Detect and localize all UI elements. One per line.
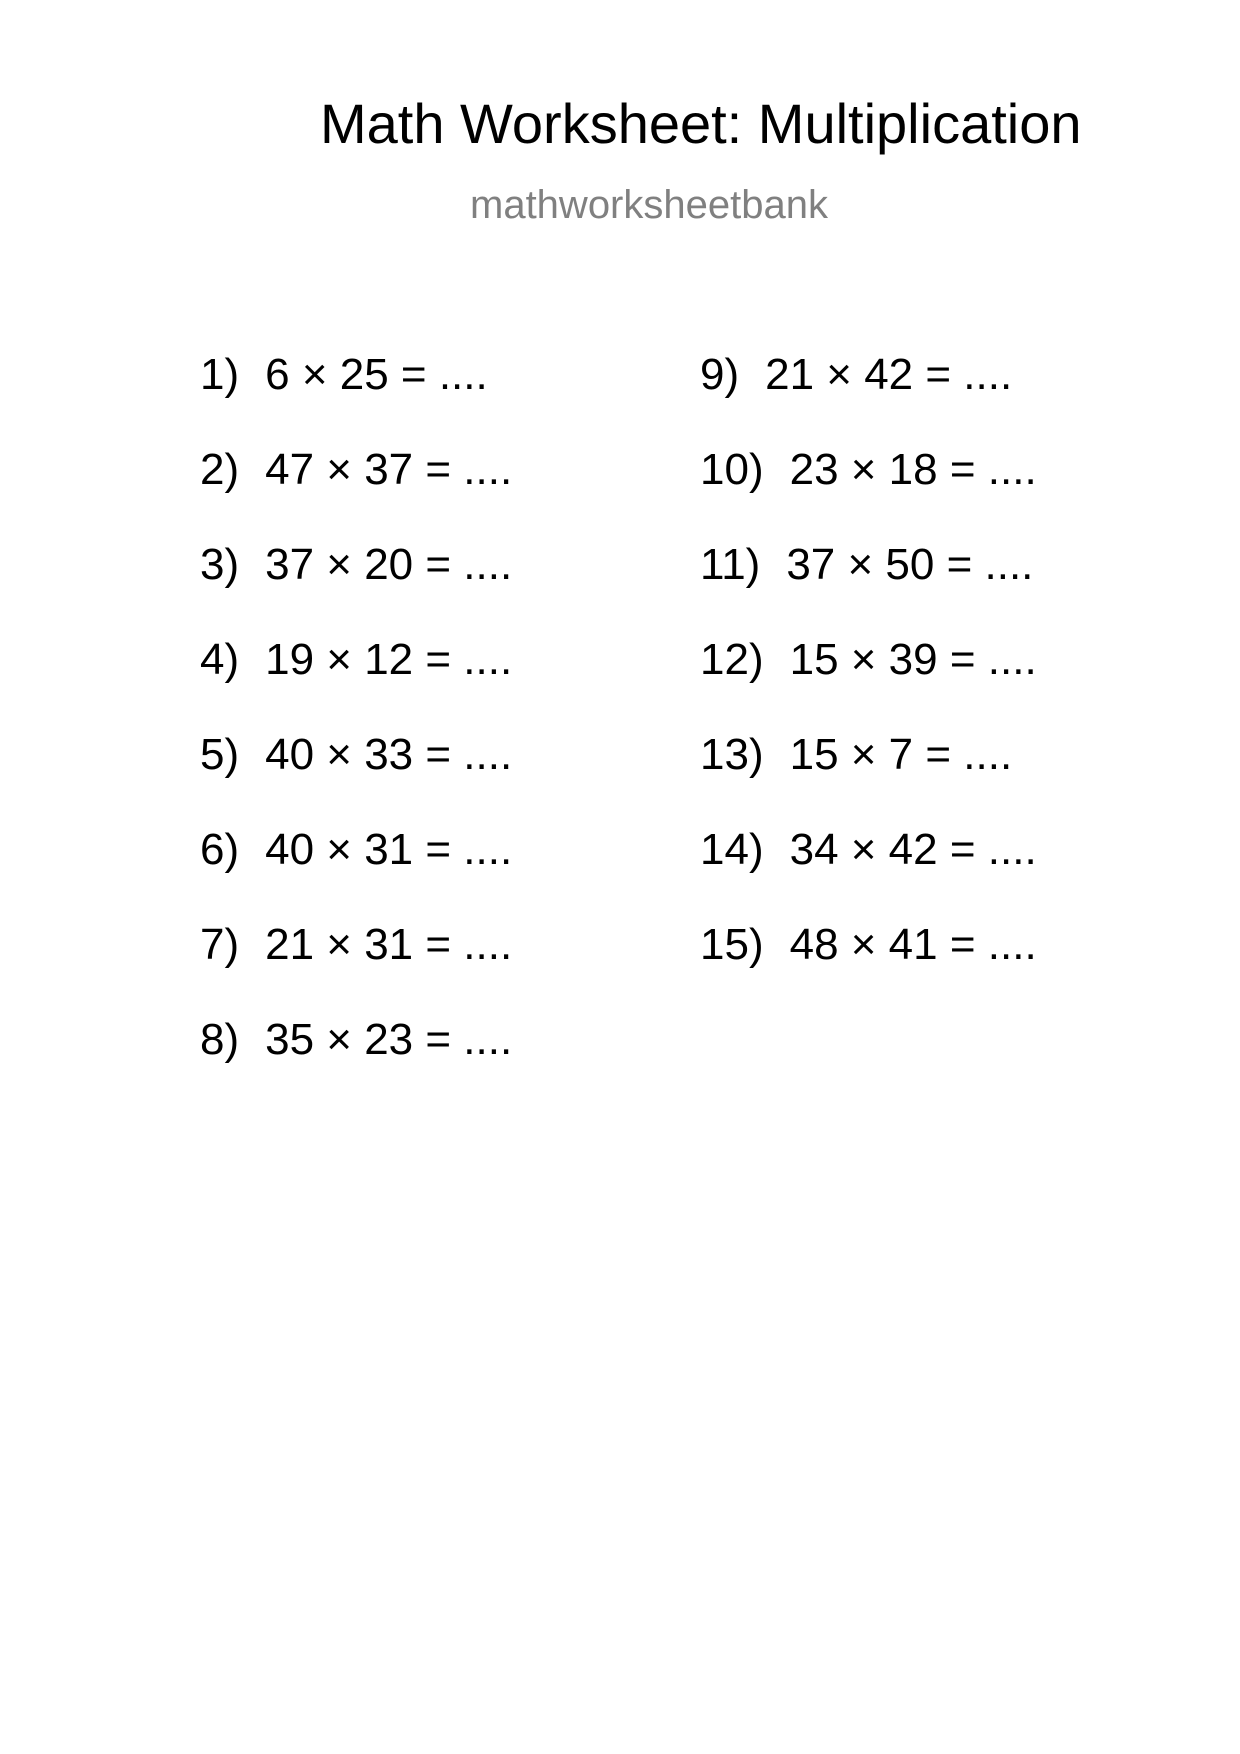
problem-number: 10) bbox=[700, 445, 764, 494]
problem-expression: 40 × 31 = .... bbox=[265, 825, 513, 874]
problem-number: 7) bbox=[200, 920, 240, 969]
problem-item bbox=[200, 540, 513, 638]
problem-item bbox=[700, 635, 1037, 733]
problem-number: 13) bbox=[700, 730, 764, 779]
problem-number: 12) bbox=[700, 635, 764, 684]
problem-expression: 6 × 25 = .... bbox=[265, 350, 488, 399]
problem-item bbox=[200, 920, 513, 1018]
problem-number: 15) bbox=[700, 920, 764, 969]
problem-item bbox=[200, 635, 513, 733]
problem-expression: 34 × 42 = .... bbox=[789, 825, 1037, 874]
problem-expression: 23 × 18 = .... bbox=[789, 445, 1037, 494]
problem-number: 9) bbox=[700, 350, 740, 399]
problem-number: 4) bbox=[200, 635, 240, 684]
problem-number: 3) bbox=[200, 540, 240, 589]
problem-expression: 37 × 50 = .... bbox=[786, 540, 1034, 589]
problem-list-left bbox=[200, 350, 513, 1113]
problem-number: 6) bbox=[200, 825, 240, 874]
problem-number: 11) bbox=[700, 540, 761, 589]
problem-number: 14) bbox=[700, 825, 764, 874]
problem-number: 8) bbox=[200, 1015, 240, 1064]
problem-item bbox=[700, 920, 1037, 1018]
problem-expression: 15 × 39 = .... bbox=[789, 635, 1037, 684]
problem-item bbox=[200, 1015, 513, 1113]
problem-item bbox=[700, 825, 1037, 923]
problem-expression: 15 × 7 = .... bbox=[789, 730, 1013, 779]
problem-item bbox=[200, 825, 513, 923]
problem-expression: 37 × 20 = .... bbox=[265, 540, 513, 589]
problem-expression: 19 × 12 = .... bbox=[265, 635, 513, 684]
problem-item bbox=[700, 350, 1037, 448]
problem-expression: 21 × 42 = .... bbox=[765, 350, 1013, 399]
problem-item bbox=[200, 445, 513, 543]
problem-number: 2) bbox=[200, 445, 240, 494]
problem-item bbox=[200, 350, 512, 448]
worksheet-source: mathworksheetbank bbox=[470, 183, 828, 227]
problem-item bbox=[700, 540, 1037, 638]
problem-item bbox=[700, 445, 1037, 543]
problem-list-right bbox=[700, 350, 1037, 1018]
worksheet-title: Math Worksheet: Multiplication bbox=[320, 92, 1082, 155]
problem-number: 5) bbox=[200, 730, 240, 779]
problem-number: 1) bbox=[200, 350, 240, 399]
problem-expression: 40 × 33 = .... bbox=[265, 730, 513, 779]
problem-expression: 48 × 41 = .... bbox=[789, 920, 1037, 969]
problem-expression: 21 × 31 = .... bbox=[265, 920, 513, 969]
problem-item bbox=[200, 730, 513, 828]
problem-item bbox=[700, 730, 1037, 828]
problem-expression: 35 × 23 = .... bbox=[265, 1015, 513, 1064]
problem-expression: 47 × 37 = .... bbox=[265, 445, 513, 494]
